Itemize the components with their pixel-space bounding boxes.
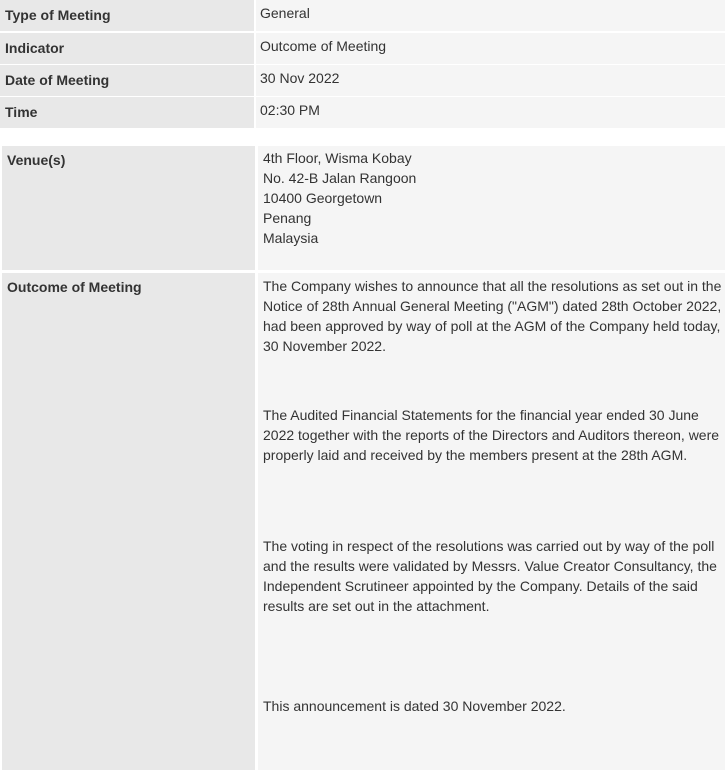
date-of-meeting-value: 30 Nov 2022 [256,65,725,96]
meeting-info-row [0,97,725,128]
indicator-value: Outcome of Meeting [256,33,725,64]
venue-line: No. 42-B Jalan Rangoon [263,170,417,186]
time-value: 02:30 PM [256,97,725,128]
type-of-meeting-label: Type of Meeting [0,0,254,31]
indicator-label: Indicator [0,33,254,64]
venue-value [258,146,725,270]
venue-line: Malaysia [263,230,319,246]
outcome-paragraph: This announcement is dated 30 November 2022. [263,698,566,714]
outcome-label: Outcome of Meeting [2,273,255,770]
type-of-meeting-value: General [256,0,725,31]
outcome-value [258,273,725,770]
meeting-info-row [0,65,725,96]
venue-line: 4th Floor, Wisma Kobay [263,150,412,166]
venue-label: Venue(s) [2,146,255,270]
venue-line: 10400 Georgetown [263,190,383,206]
meeting-info-row [0,0,725,31]
meeting-info-row [0,33,725,64]
outcome-paragraph: The Audited Financial Statements for the financial year ended 30 June 2022 together with the reports of the Directors and Auditors thereon, were properly laid and received by the members present at the 28th AGM. [263,407,720,463]
time-label: Time [0,97,254,128]
outcome-paragraph: The Company wishes to announce that all the resolutions as set out in the Notice of 28th Annual General Meeting ("AGM") dated 28th October 2022, had been approved by way of poll at the AGM of the Company held today, 30 November 2022. [263,278,722,354]
date-of-meeting-label: Date of Meeting [0,65,254,96]
outcome-paragraph: The voting in respect of the resolutions was carried out by way of the poll and the results were validated by Messrs. Value Creator Consultancy, the Independent Scrutineer appointed by the Company. Details of the said results are set out in the attachment. [263,538,717,614]
venue-line: Penang [263,210,312,226]
